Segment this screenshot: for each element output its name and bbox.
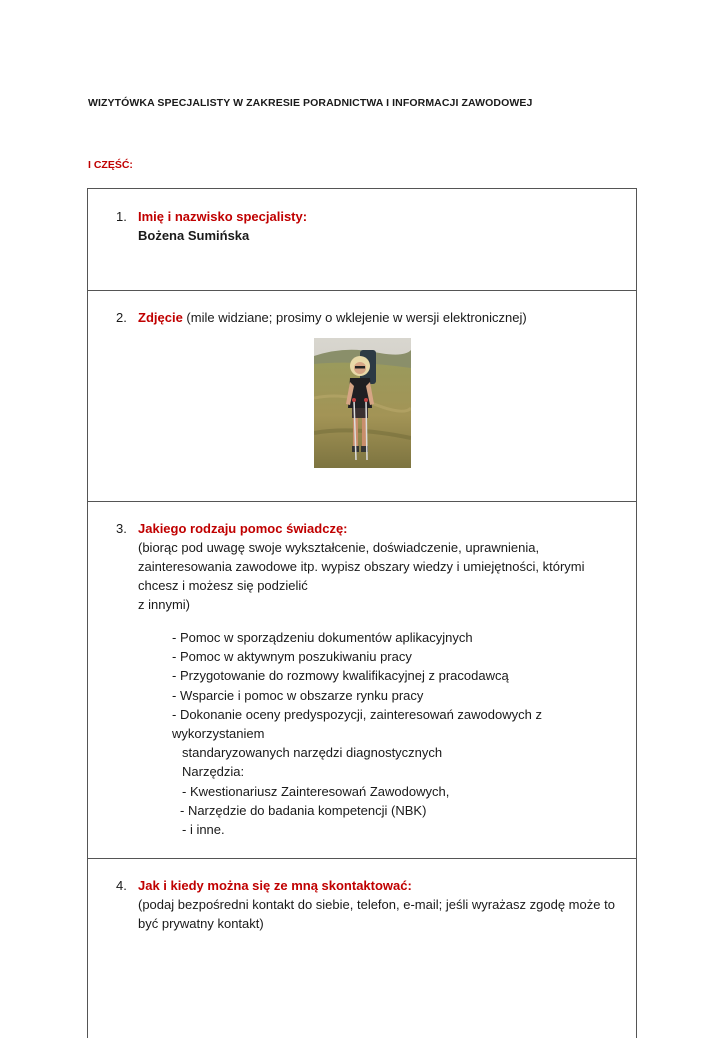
list-item: - Narzędzie do badania kompetencji (NBK) <box>180 802 427 818</box>
section-label: Zdjęcie <box>138 310 183 325</box>
list-item: - Pomoc w aktywnym poszukiwaniu pracy <box>172 649 412 665</box>
section-hint: (podaj bezpośredni kontakt do siebie, telefon, e-mail; jeśli wyrażasz zgodę może to <box>138 897 615 912</box>
list-item: - i inne. <box>182 822 225 838</box>
list-item: wykorzystaniem <box>172 726 265 742</box>
specialist-photo <box>314 338 411 468</box>
section-hint: (mile widziane; prosimy o wklejenie w wersji elektronicznej) <box>186 310 527 325</box>
form-table <box>87 188 637 1038</box>
section-contact <box>88 858 636 1038</box>
specialist-name: Bożena Sumińska <box>138 228 250 243</box>
list-item: - Przygotowanie do rozmowy kwalifikacyjnej z pracodawcą <box>172 668 509 684</box>
section-hint: (biorąc pod uwagę swoje wykształcenie, doświadczenie, uprawnienia, <box>138 540 540 555</box>
list-item: standaryzowanych narzędzi diagnostycznych <box>182 745 443 761</box>
part-heading: I CZĘŚĆ: <box>88 159 133 171</box>
section-label: Imię i nazwisko specjalisty: <box>138 209 308 224</box>
services-list <box>172 628 626 839</box>
section-name <box>88 189 636 291</box>
list-item: - Dokonanie oceny predyspozycji, zainteresowań zawodowych z <box>172 706 542 722</box>
section-services <box>88 501 636 859</box>
section-hint: zainteresowania zawodowe itp. wypisz obszary wiedzy i umiejętności, którymi <box>138 559 585 574</box>
list-item: Narzędzia: <box>182 764 245 780</box>
section-number: 3. <box>116 521 127 536</box>
section-number: 1. <box>116 209 127 224</box>
list-item: - Wsparcie i pomoc w obszarze rynku pracy <box>172 687 424 703</box>
section-hint: być prywatny kontakt) <box>138 916 264 931</box>
list-item: - Kwestionariusz Zainteresowań Zawodowych, <box>182 783 450 799</box>
section-hint: z innymi) <box>138 597 191 612</box>
section-photo <box>88 290 636 502</box>
list-item: - Pomoc w sporządzeniu dokumentów aplikacyjnych <box>172 630 473 645</box>
section-label: Jak i kiedy można się ze mną skontaktować: <box>138 878 412 893</box>
section-label: Jakiego rodzaju pomoc świadczę: <box>138 521 348 536</box>
document-title: WIZYTÓWKA SPECJALISTY W ZAKRESIE PORADNICTWA I INFORMACJI ZAWODOWEJ <box>88 97 533 109</box>
section-number: 4. <box>116 878 127 893</box>
section-hint: chcesz i możesz się podzielić <box>138 578 308 593</box>
section-number: 2. <box>116 310 127 325</box>
